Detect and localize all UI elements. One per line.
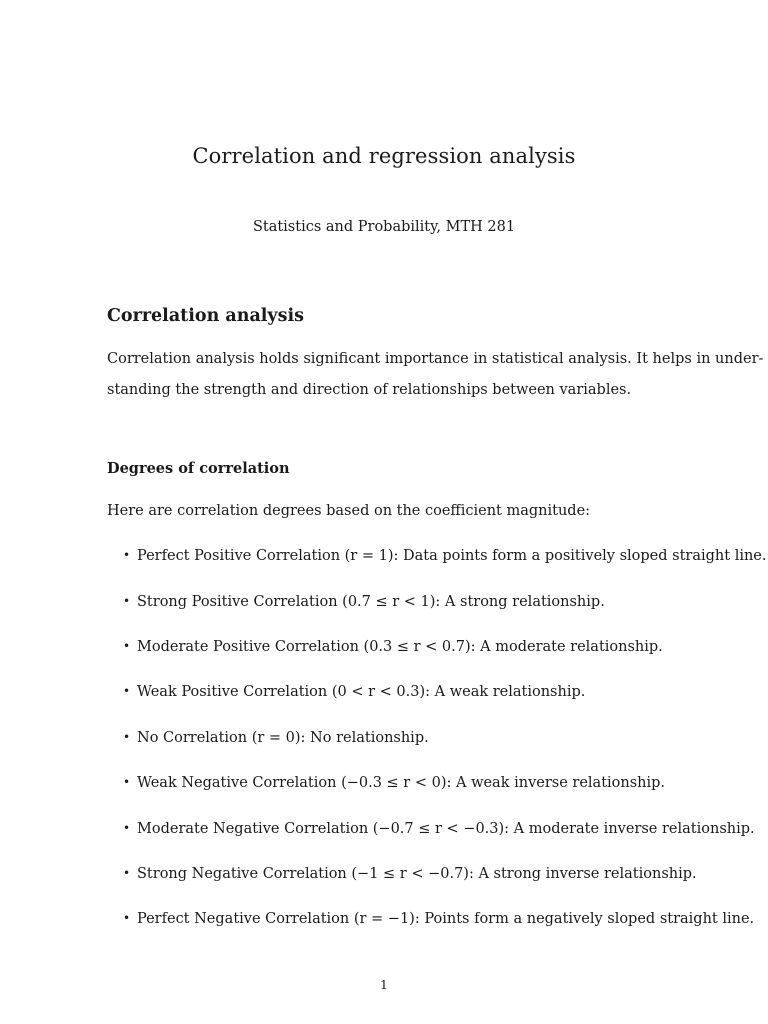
paragraph-line-2: standing the strength and direction of relationships between variables. — [107, 382, 632, 398]
paragraph-line-1: Correlation analysis holds significant importance in statistical analysis. It helps in under- — [107, 351, 764, 367]
list-item-text: Perfect Negative Correlation (r = −1): Points form a negatively sloped straight line. — [137, 911, 755, 927]
bullet-icon: • — [123, 684, 131, 698]
bullet-icon: • — [123, 911, 131, 925]
list-item — [123, 866, 697, 882]
bullet-icon: • — [123, 866, 131, 880]
subsection-title: Degrees of correlation — [107, 460, 290, 477]
list-item — [123, 594, 605, 610]
list-item-text: Perfect Positive Correlation (r = 1): Data points form a positively sloped straight line. — [137, 548, 767, 564]
list-item — [123, 548, 767, 564]
bullet-icon: • — [123, 594, 131, 608]
list-item-text: Moderate Positive Correlation (0.3 ≤ r < 0.7): A moderate relationship. — [137, 639, 663, 655]
bullet-icon: • — [123, 775, 131, 789]
bullet-icon: • — [123, 639, 131, 653]
list-item — [123, 911, 754, 927]
list-item — [123, 639, 663, 655]
document-subtitle: Statistics and Probability, MTH 281 — [252, 219, 516, 235]
section-title: Correlation analysis — [107, 306, 304, 326]
bullet-icon: • — [123, 821, 131, 835]
list-item-text: Moderate Negative Correlation (−0.7 ≤ r < −0.3): A moderate inverse relationship. — [137, 821, 755, 837]
bullet-icon: • — [123, 730, 131, 744]
list-item-text: Strong Positive Correlation (0.7 ≤ r < 1): A strong relationship. — [137, 594, 605, 610]
list-item-text: Weak Negative Correlation (−0.3 ≤ r < 0): A weak inverse relationship. — [137, 775, 666, 791]
list-item — [123, 730, 429, 746]
intro-text: Here are correlation degrees based on the coefficient magnitude: — [107, 503, 591, 519]
list-item — [123, 684, 585, 700]
list-item-text: No Correlation (r = 0): No relationship. — [137, 730, 429, 746]
list-item-text: Weak Positive Correlation (0 < r < 0.3): A weak relationship. — [137, 684, 586, 700]
list-item-text: Strong Negative Correlation (−1 ≤ r < −0.7): A strong inverse relationship. — [137, 866, 697, 882]
list-item — [123, 821, 755, 837]
bullet-icon: • — [123, 548, 131, 562]
document-title: Correlation and regression analysis — [192, 144, 576, 168]
page-number: 1 — [380, 978, 388, 992]
list-item — [123, 775, 665, 791]
